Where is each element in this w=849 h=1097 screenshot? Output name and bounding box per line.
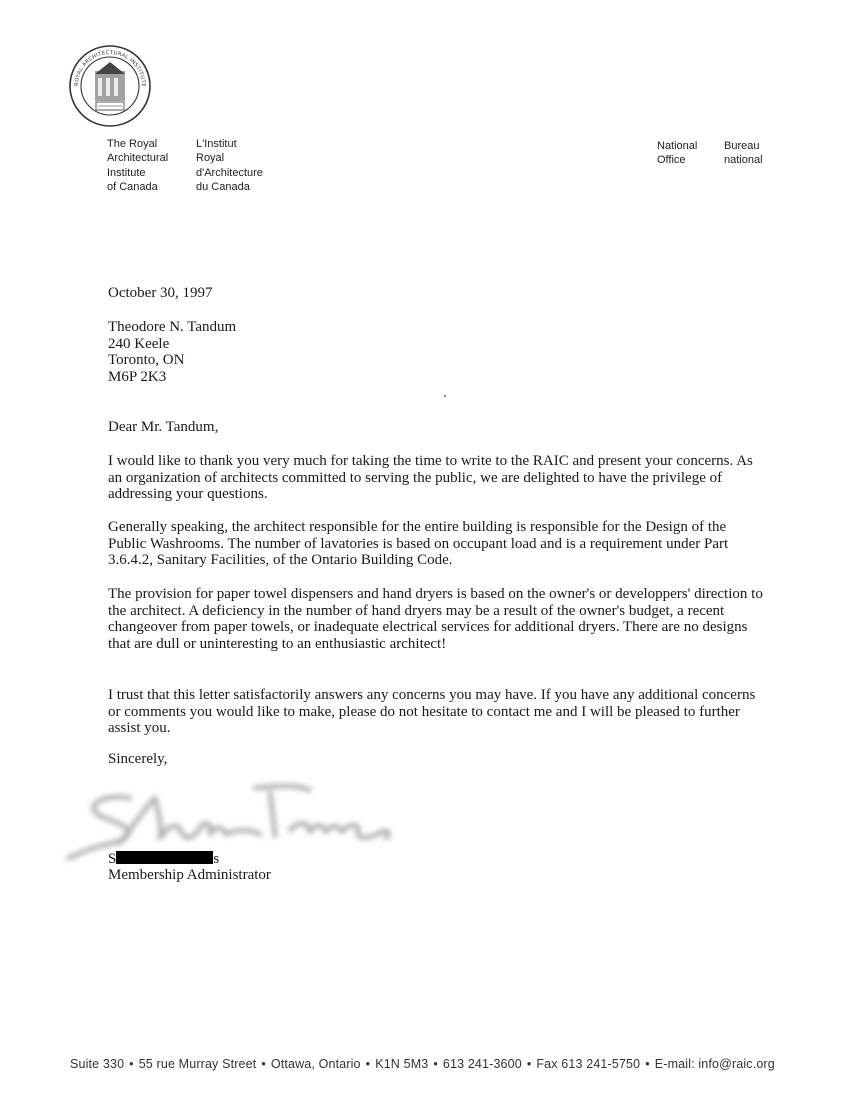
body-paragraph: I trust that this letter satisfactorily answers any concerns you may have. If you have any additional concerns or comments you would like to make, please do not hesitate to contact me and I will be pleased to further assist you. [108,687,756,736]
footer-item: 55 rue Murray Street [138,1057,257,1071]
body-paragraph: Generally speaking, the architect responsible for the entire building is responsible for the Design of the Public Washrooms. The number of lavatories is based on occupant load and is a requirement under Part 3.6.4.2, Sanitary Facilities, of the Ontario Building Code. [108,519,729,568]
footer-separator: • [261,1057,266,1071]
footer-separator: • [645,1057,650,1071]
org-name-line: Royal [196,152,225,165]
signer-name-start: S [108,851,117,867]
closing: Sincerely, [108,751,168,767]
footer-item: Ottawa, Ontario [270,1057,361,1071]
scan-speck [444,395,446,397]
footer-separator: • [526,1057,532,1071]
recipient-address [108,319,236,385]
body-paragraph: The provision for paper towel dispensers and hand dryers is based on the owner's or developpers' direction to the architect. A deficiency in the number of hand dryers may be a result of the owner's budget, a recent changeover from paper towels, or inadequate electrical services for additional dryers. There are no designs that are dull or uninteresting to an enthusiastic architect! [108,586,763,652]
footer-item: Fax 613 241-5750 [536,1057,641,1071]
office-label-english [657,139,697,168]
footer-item: Suite 330 [70,1057,125,1071]
org-name-line: Institute [107,166,146,179]
office-line: Bureau [724,140,760,152]
recipient-line: 240 Keele [108,335,170,352]
footer-separator: • [129,1057,134,1071]
body-paragraph: I would like to thank you very much for taking the time to write to the RAIC and present your concerns. As an organization of architects committed to serving the public, we are delighted to have the privilege of addressing your questions. [108,453,753,502]
recipient-line: Theodore N. Tandum [108,319,237,335]
office-line: Office [657,154,686,167]
footer-item: E-mail: info@raic.org [654,1057,775,1071]
signer-block [108,851,271,884]
svg-text:ROYAL ARCHITECTURAL INSTITUTE: ROYAL ARCHITECTURAL INSTITUTE [73,49,147,88]
signer-name [108,851,271,867]
org-name-line: of Canada [107,180,158,193]
office-label-french [724,139,763,168]
letter-date: October 30, 1997 [108,285,213,301]
org-name-line: L'Institut [196,138,237,150]
office-line: National [657,140,698,152]
letterhead-footer [70,1057,775,1071]
org-name-english [107,137,168,194]
redaction-bar [116,851,213,864]
org-name-line: Architectural [107,152,169,165]
org-name-line: The Royal [107,138,158,150]
org-name-line: d'Architecture [196,166,263,179]
org-name-line: du Canada [196,180,250,193]
raic-seal-icon [68,44,152,128]
signer-title: Membership Administrator [108,867,271,883]
org-name-french [196,137,263,194]
signer-name-end: s [213,851,220,867]
footer-separator: • [365,1057,371,1071]
office-line: national [724,154,763,167]
salutation: Dear Mr. Tandum, [108,419,219,435]
footer-separator: • [433,1057,438,1071]
recipient-line: M6P 2K3 [108,368,167,385]
footer-item: K1N 5M3 [375,1057,429,1071]
recipient-line: Toronto, ON [108,352,185,368]
footer-item: 613 241-3600 [442,1057,522,1071]
